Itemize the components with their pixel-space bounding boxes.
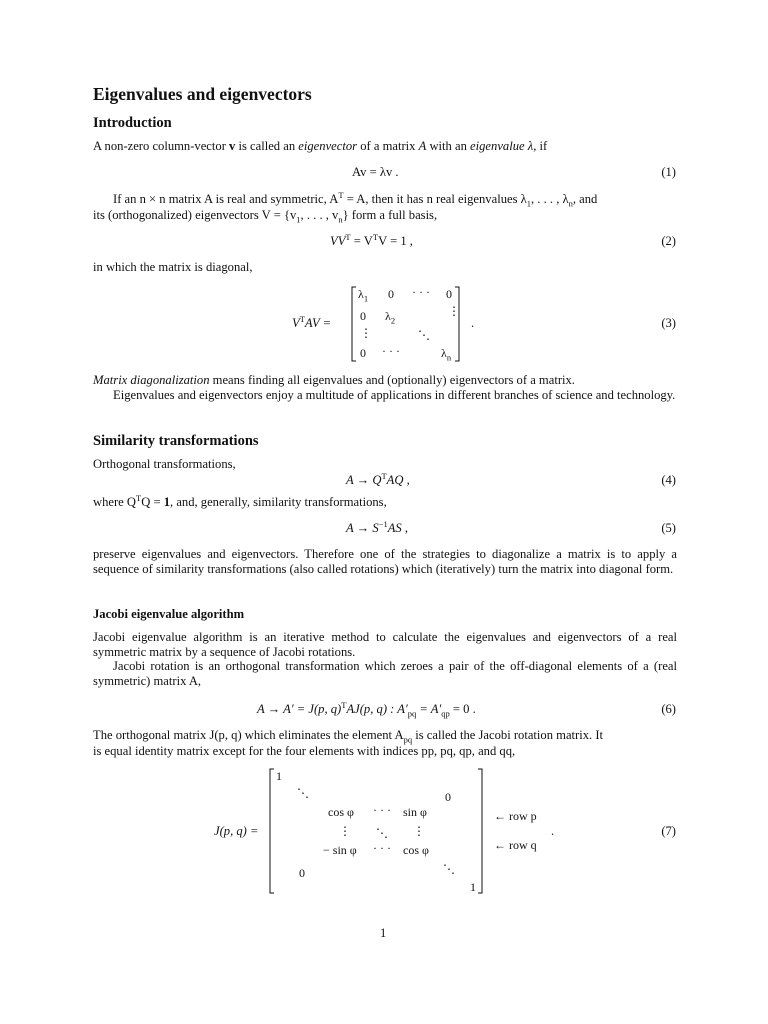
equation-number-3: (3) <box>661 316 676 330</box>
matrix-7-cell: 1 <box>276 769 282 783</box>
matrix-3-cell: 0 <box>360 309 366 323</box>
intro-paragraph-1: A non-zero column-vector v is called an eigenvector of a matrix A with an eigenvalue λ, if <box>93 139 548 153</box>
section-heading-similarity: Similarity transformations <box>93 433 259 449</box>
jacobi-paragraph-3-line-2: is equal identity matrix except for the four elements with indices pp, pq, qp, and qq, <box>93 744 516 758</box>
equation-2: $VV^T = V^TV = 1$ , <box>330 231 413 248</box>
matrix-3-cell: ⋱ <box>418 328 430 342</box>
matrix-3-cell: $\lambda_2$ <box>385 309 396 326</box>
matrix-3-cell: · · · <box>412 285 430 299</box>
matrix-7-cell: ⋱ <box>443 862 455 876</box>
matrix-7-cell: − sin φ <box>323 843 357 857</box>
matrix-7-cell: 0 <box>445 790 451 804</box>
matrix-7-cell: · · · <box>373 841 391 855</box>
intro-paragraph-2-line-2: its (orthogonalized) eigenvectors $V = \{v_1$, . . . , $v_n$} form a full basis, <box>93 208 438 225</box>
intro-paragraph-2: If an n × n matrix A is real and symmetric, $A^T = A$, then it has n real eigenvalues $\lambda_1$, . . . , $\lambda_n$, and <box>113 189 598 209</box>
equation-6: A → A′ = J(p, q)$^T$AJ(p, q) : $A'_{pq} = A'_{qp} = 0$ . <box>257 699 476 719</box>
intro-paragraph-4: Matrix diagonalization means finding all eigenvalues and (optionally) eigenvectors of a matrix. <box>93 373 575 387</box>
matrix-7-cell: ⋱ <box>297 786 309 800</box>
subsection-heading-jacobi: Jacobi eigenvalue algorithm <box>93 607 245 621</box>
matrix-7-cell: cos φ <box>403 843 429 857</box>
equation-7-lhs: J(p, q) = <box>214 824 259 838</box>
matrix-3-cell: 0 <box>360 346 366 360</box>
similarity-paragraph-3: preserve eigenvalues and eigenvectors. Therefore one of the strategies to diagonalize a matrix is to apply a sequence of similarity transformations (also called rotations) which (iteratively) turn the matrix into diagonal form. <box>93 547 677 576</box>
jacobi-paragraph-3: The orthogonal matrix J(p, q) which eliminates the element $A_{pq}$ is called the Jacobi rotation matrix. It <box>93 728 604 745</box>
equation-4: $A \to Q^TAQ$ , <box>346 470 410 487</box>
matrix-7-cell: ⋮ <box>413 824 425 838</box>
matrix-7-cell: sin φ <box>403 805 427 819</box>
intro-paragraph-5: Eigenvalues and eigenvectors enjoy a multitude of applications in different branches of science and technology. <box>113 388 676 402</box>
intro-paragraph-3: in which the matrix is diagonal, <box>93 260 253 274</box>
jacobi-paragraph-1: Jacobi eigenvalue algorithm is an iterative method to calculate the eigenvalues and eigenvectors of a real symmetric matrix by a sequence of Jacobi rotations. <box>93 630 677 659</box>
matrix-3-cell: · · · <box>382 344 400 358</box>
matrix-3-cell: 0 <box>388 287 394 301</box>
row-p-annotation: ← row p <box>494 809 537 823</box>
equation-7-period: . <box>551 824 555 838</box>
equation-3-lhs: $V^TAV$ = <box>292 313 332 330</box>
page-title: Eigenvalues and eigenvectors <box>93 84 312 104</box>
equation-number-4: (4) <box>661 473 676 487</box>
similarity-paragraph-2: where $Q^TQ = 1$, and, generally, similarity transformations, <box>93 492 387 509</box>
equation-number-7: (7) <box>661 824 676 838</box>
matrix-7-cell: · · · <box>373 803 391 817</box>
matrix-7-cell: ⋱ <box>376 826 388 840</box>
matrix-7-cell: ⋮ <box>339 824 351 838</box>
page-number: 1 <box>380 926 387 940</box>
matrix-7-cell: 1 <box>470 880 476 894</box>
matrix-3-cell: ⋮ <box>360 326 372 340</box>
equation-number-1: (1) <box>661 165 676 179</box>
equation-number-6: (6) <box>661 702 676 716</box>
matrix-7-cell: 0 <box>299 866 305 880</box>
matrix-3-cell: $\lambda_n$ <box>441 346 452 363</box>
equation-1: Av = λv . <box>352 165 399 179</box>
row-q-annotation: ← row q <box>494 838 537 852</box>
similarity-paragraph-1: Orthogonal transformations, <box>93 457 236 471</box>
equation-number-5: (5) <box>661 521 676 535</box>
equation-number-2: (2) <box>661 234 676 248</box>
jacobi-paragraph-2: Jacobi rotation is an orthogonal transformation which zeroes a pair of the off-diagonal elements of a (real symmetric) matrix A, <box>93 659 677 688</box>
matrix-3-cell: 0 <box>446 287 452 301</box>
matrix-3-cell: ⋮ <box>448 304 460 318</box>
matrix-3-cell: $\lambda_1$ <box>358 287 369 304</box>
equation-5: $A \to S^{-1}AS$ , <box>346 518 408 535</box>
equation-3-period: . <box>471 316 475 330</box>
section-heading-introduction: Introduction <box>93 115 172 131</box>
matrix-7-cell: cos φ <box>328 805 354 819</box>
